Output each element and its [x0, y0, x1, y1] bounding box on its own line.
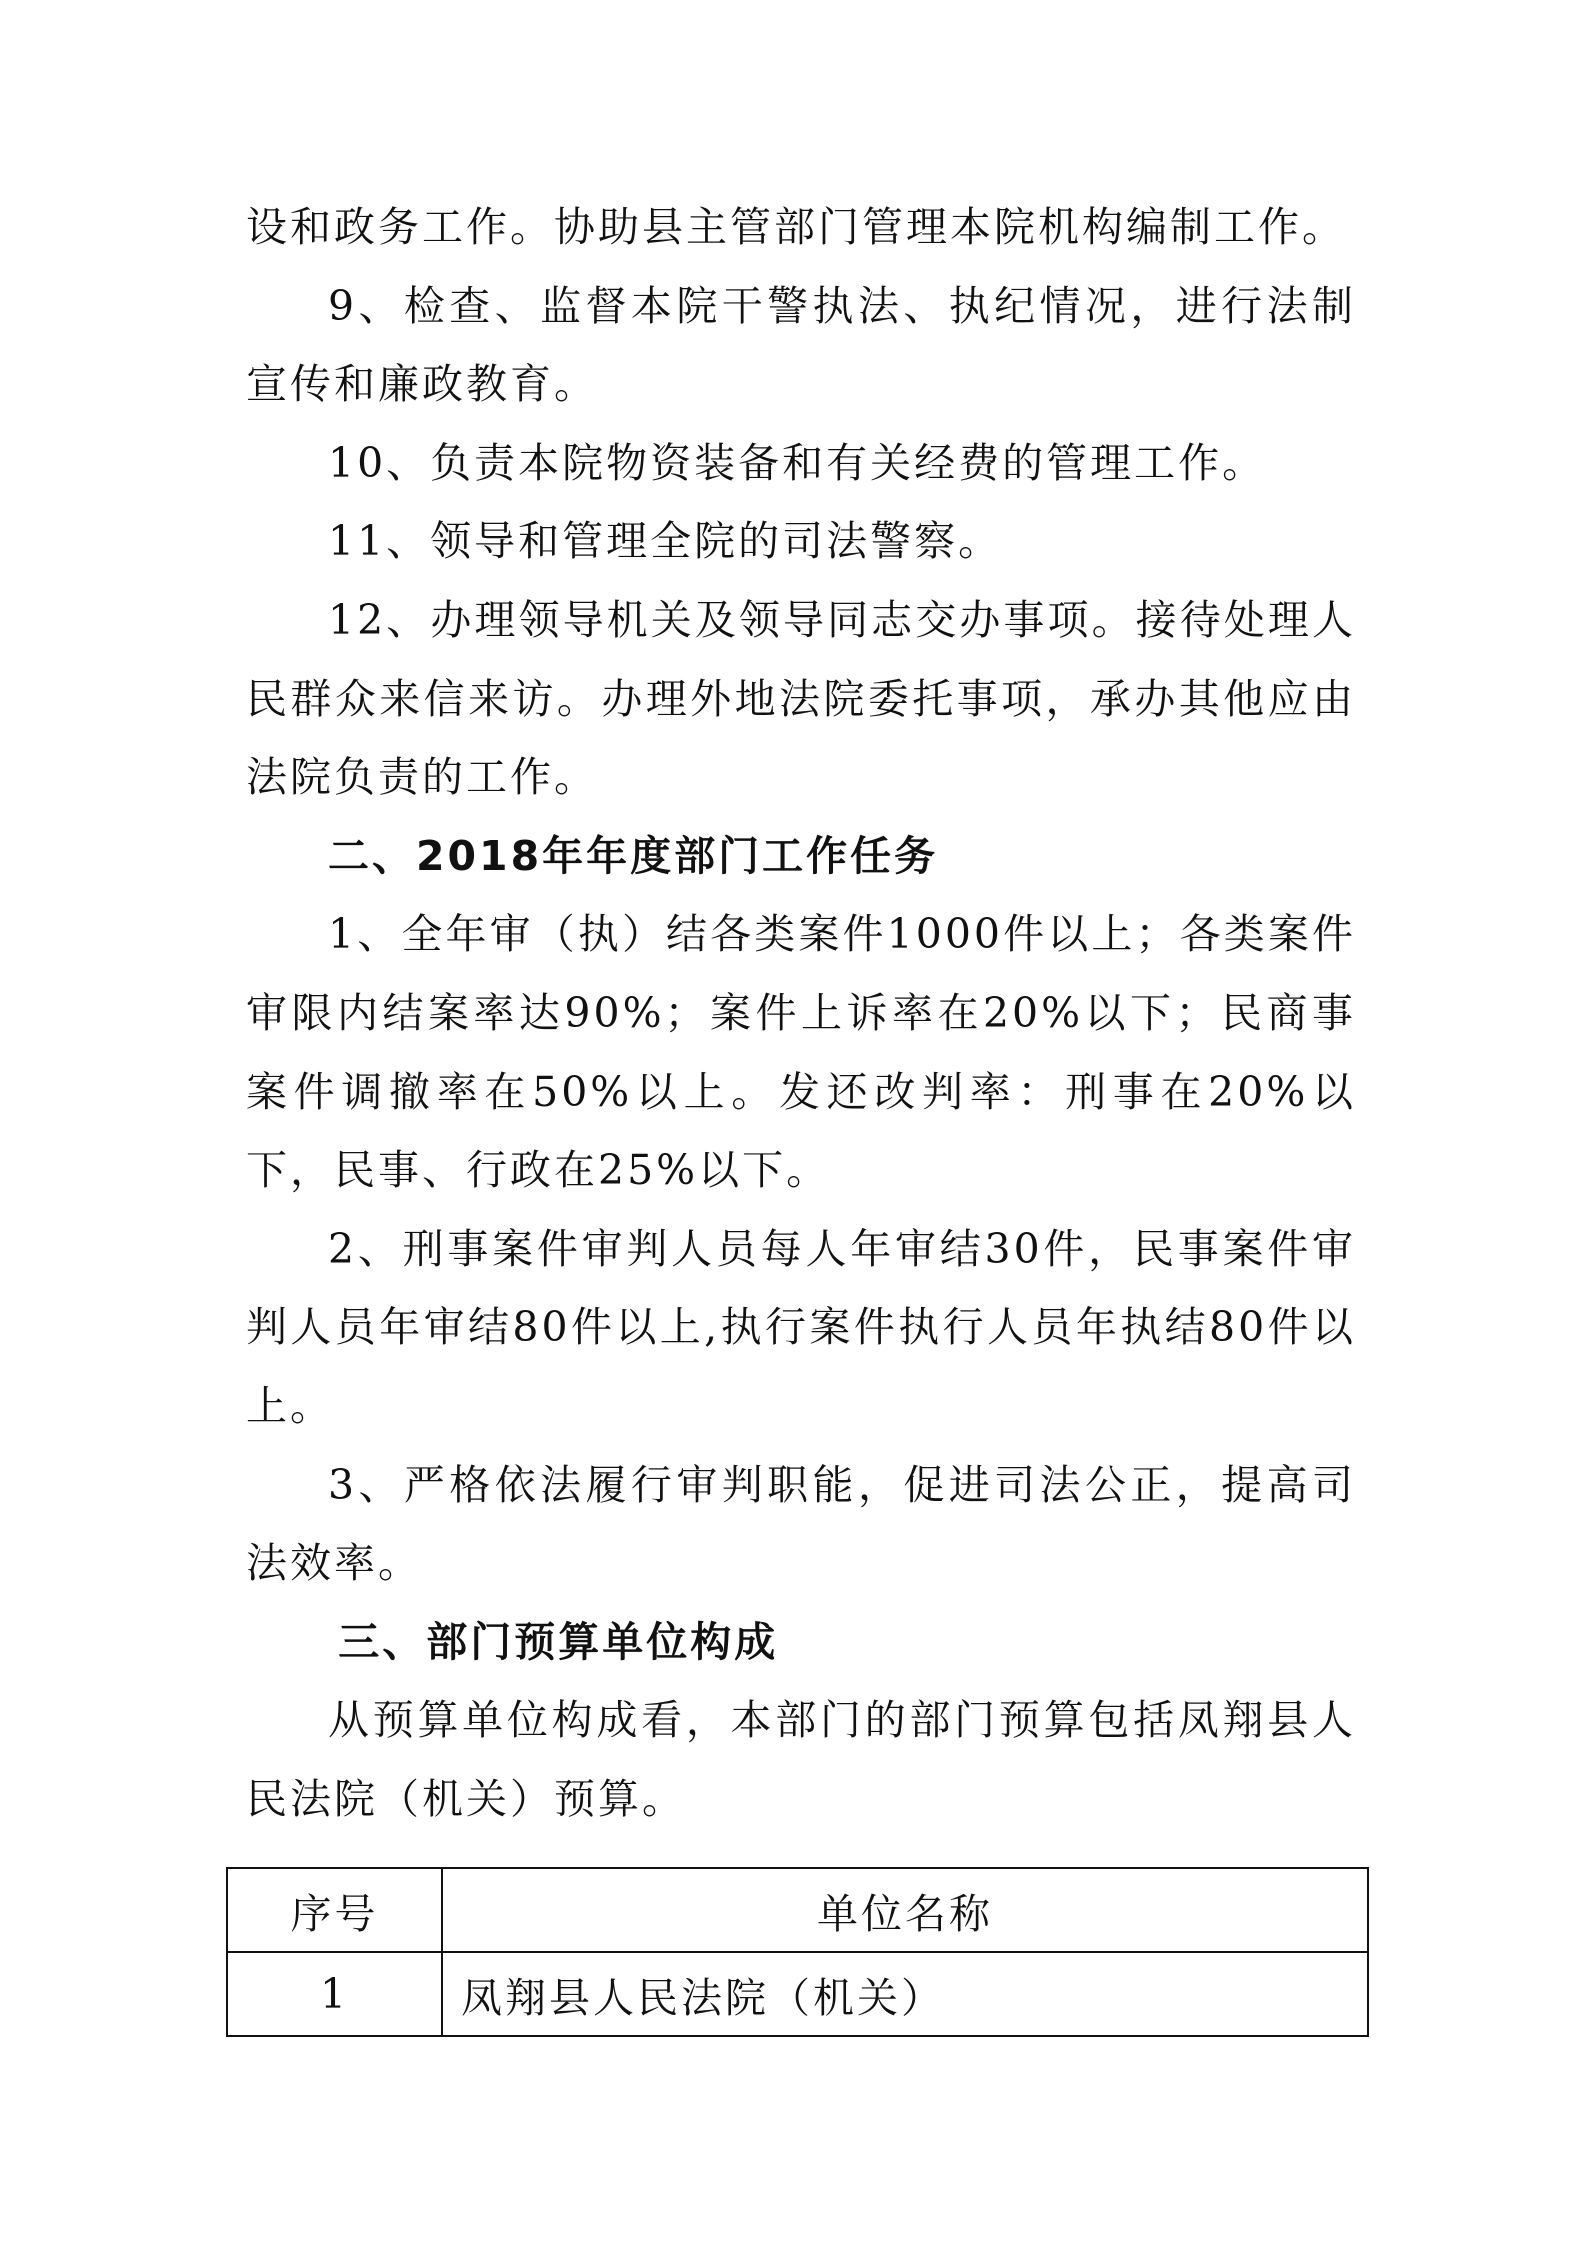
duty-item-9: 9、检查、监督本院干警执法、执纪情况，进行法制宣传和廉政教育。	[246, 281, 1356, 409]
document-body	[246, 188, 1356, 1838]
budget-unit-table	[226, 1867, 1369, 2037]
table-row	[227, 1952, 1368, 2036]
budget-unit-paragraph: 从预算单位构成看，本部门的部门预算包括凤翔县人民法院（机关）预算。	[246, 1696, 1356, 1823]
duty-item-11: 11、领导和管理全院的司法警察。	[328, 517, 1003, 566]
section-heading-2: 二、2018年年度部门工作任务	[328, 831, 939, 880]
table-cell-name: 凤翔县人民法院（机关）	[442, 1952, 1368, 2036]
duty-item-10: 10、负责本院物资装备和有关经费的管理工作。	[328, 438, 1267, 487]
table-cell-seq: 1	[227, 1952, 442, 2036]
table-header-name: 单位名称	[442, 1868, 1368, 1952]
task-item-3: 3、严格依法履行审判职能，促进司法公正，提高司法效率。	[246, 1460, 1356, 1588]
table-header-seq: 序号	[227, 1868, 442, 1952]
task-item-1: 1、全年审（执）结各类案件1000件以上；各类案件审限内结案率达90%；案件上诉率在20%以下；民商事案件调撤率在50%以上。发还改判率：刑事在20%以下，民事、行政在25%以下。	[246, 910, 1356, 1195]
task-item-2: 2、刑事案件审判人员每人年审结30件，民事案件审判人员年审结80件以上,执行案件执行人员年执结80件以上。	[246, 1224, 1356, 1430]
duty-item-12: 12、办理领导机关及领导同志交办事项。接待处理人民群众来信来访。办理外地法院委托事项，承办其他应由法院负责的工作。	[246, 595, 1356, 802]
paragraph-continuation: 设和政务工作。协助县主管部门管理本院机构编制工作。	[246, 203, 1346, 251]
table-header-row	[227, 1868, 1368, 1952]
section-heading-3: 三、部门预算单位构成	[338, 1617, 779, 1666]
